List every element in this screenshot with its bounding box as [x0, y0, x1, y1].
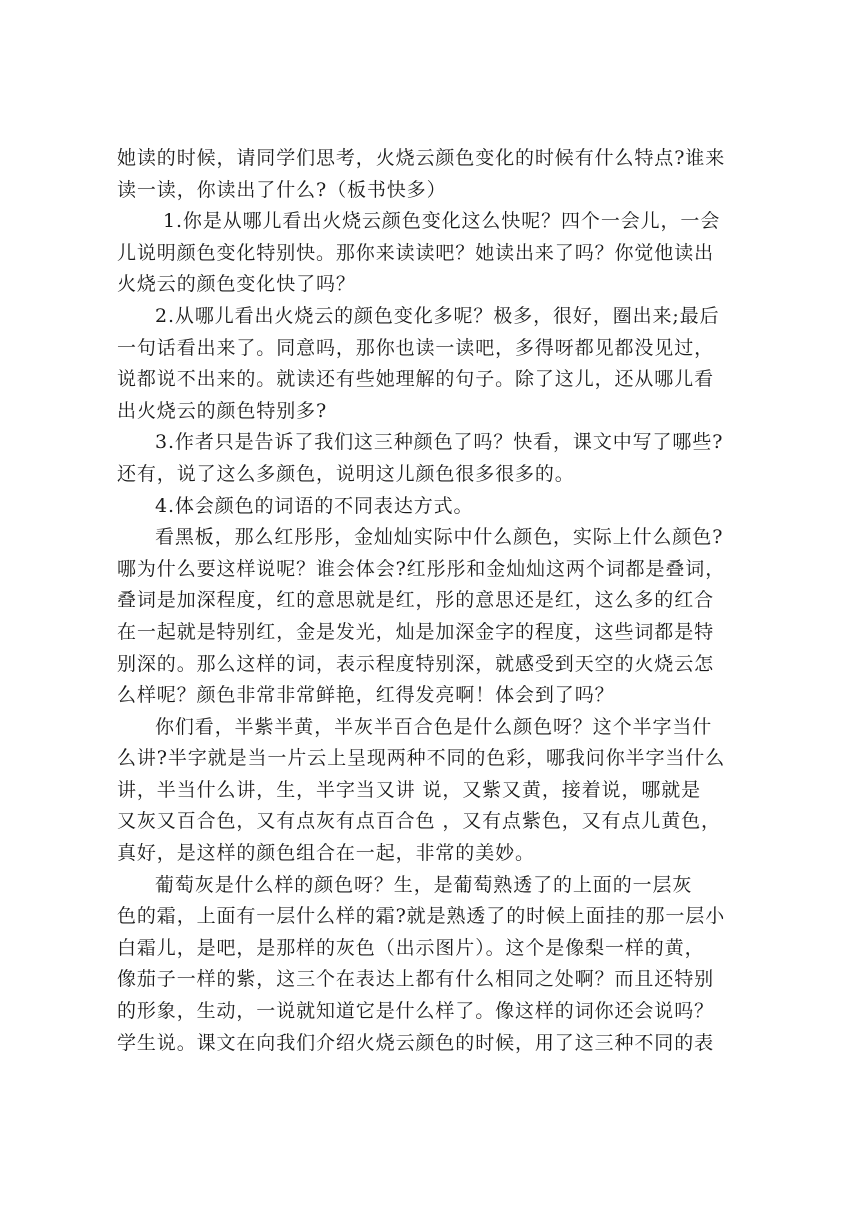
numbered-item-2: 2.从哪儿看出火烧云的颜色变化多呢？极多，很好，圈出来;最后	[155, 304, 720, 327]
text-line: 学生说。课文在向我们介绍火烧云颜色的时候，用了这三种不同的表	[117, 1031, 715, 1054]
paragraph-start: 葡萄灰是什么样的颜色呀？生，是葡萄熟透了的上面的一层灰	[155, 873, 693, 896]
text-line: 真好，是这样的颜色组合在一起，非常的美妙。	[117, 842, 535, 865]
text-line: 又灰又百合色，又有点灰有点百合色 ，又有点紫色，又有点儿黄色，	[117, 810, 721, 833]
text-line: 色的霜，上面有一层什么样的霜?就是熟透了的时候上面挂的那一层小	[117, 905, 726, 928]
text-line: 出火烧云的颜色特别多?	[117, 399, 328, 422]
numbered-item-1: 1.你是从哪儿看出火烧云颜色变化这么快呢？四个一会儿，一会	[163, 210, 721, 233]
text-line: 儿说明颜色变化特别快。那你来读读吧？她读出来了吗？你觉他读出	[117, 241, 715, 264]
text-line: 的形象，生动，一说就知道它是什么样了。像这样的词你还会说吗？	[117, 1000, 715, 1023]
text-line: 火烧云的颜色变化快了吗？	[117, 273, 356, 296]
text-line: 说都说不出来的。就读还有些她理解的句子。除了这儿，还从哪儿看	[117, 368, 715, 391]
text-line: 白霜儿，是吧，是那样的灰色（出示图片）。这个是像梨一样的黄，	[117, 936, 705, 959]
text-line: 她读的时候，请同学们思考，火烧云颜色变化的时候有什么特点?谁来	[117, 147, 726, 169]
paragraph-start: 看黑板，那么红彤彤，金灿灿实际中什么颜色，实际上什么颜色?	[155, 526, 724, 549]
text-line: 像茄子一样的紫，这三个在表达上都有什么相同之处啊？而且还特别	[117, 968, 715, 991]
text-line: 一句话看出来了。同意吗，那你也读一读吧，多得呀都见都没见过，	[117, 336, 715, 359]
text-line: 叠词是加深程度，红的意思就是红，彤的意思还是红，这么多的红合	[117, 589, 715, 612]
text-line: 读一读，你读出了什么?（板书快多）	[117, 178, 447, 201]
text-line: 么讲?半字就是当一片云上呈现两种不同的色彩，哪我问你半字当什么	[117, 747, 726, 770]
document-body	[117, 143, 739, 1059]
text-line: 讲，半当什么讲，生，半字当又讲 说，又紫又黄，接着说，哪就是	[117, 778, 702, 801]
paragraph-start: 你们看，半紫半黄，半灰半百合色是什么颜色呀？这个半字当什	[155, 715, 713, 738]
text-line: 么样呢？颜色非常非常鲜艳，红得发亮啊！体会到了吗？	[117, 684, 615, 707]
numbered-item-3: 3.作者只是告诉了我们这三种颜色了吗？快看，课文中写了哪些?	[155, 431, 724, 454]
text-line: 哪为什么要这样说呢？谁会体会?红彤彤和金灿灿这两个词都是叠词，	[117, 557, 726, 580]
text-line: 在一起就是特别红，金是发光，灿是加深金字的程度，这些词都是特	[117, 620, 715, 643]
text-line: 还有，说了这么多颜色，说明这儿颜色很多很多的。	[117, 462, 575, 485]
numbered-item-4: 4.体会颜色的词语的不同表达方式。	[155, 494, 474, 517]
text-line: 别深的。那么这样的词，表示程度特别深，就感受到天空的火烧云怎	[117, 652, 715, 675]
